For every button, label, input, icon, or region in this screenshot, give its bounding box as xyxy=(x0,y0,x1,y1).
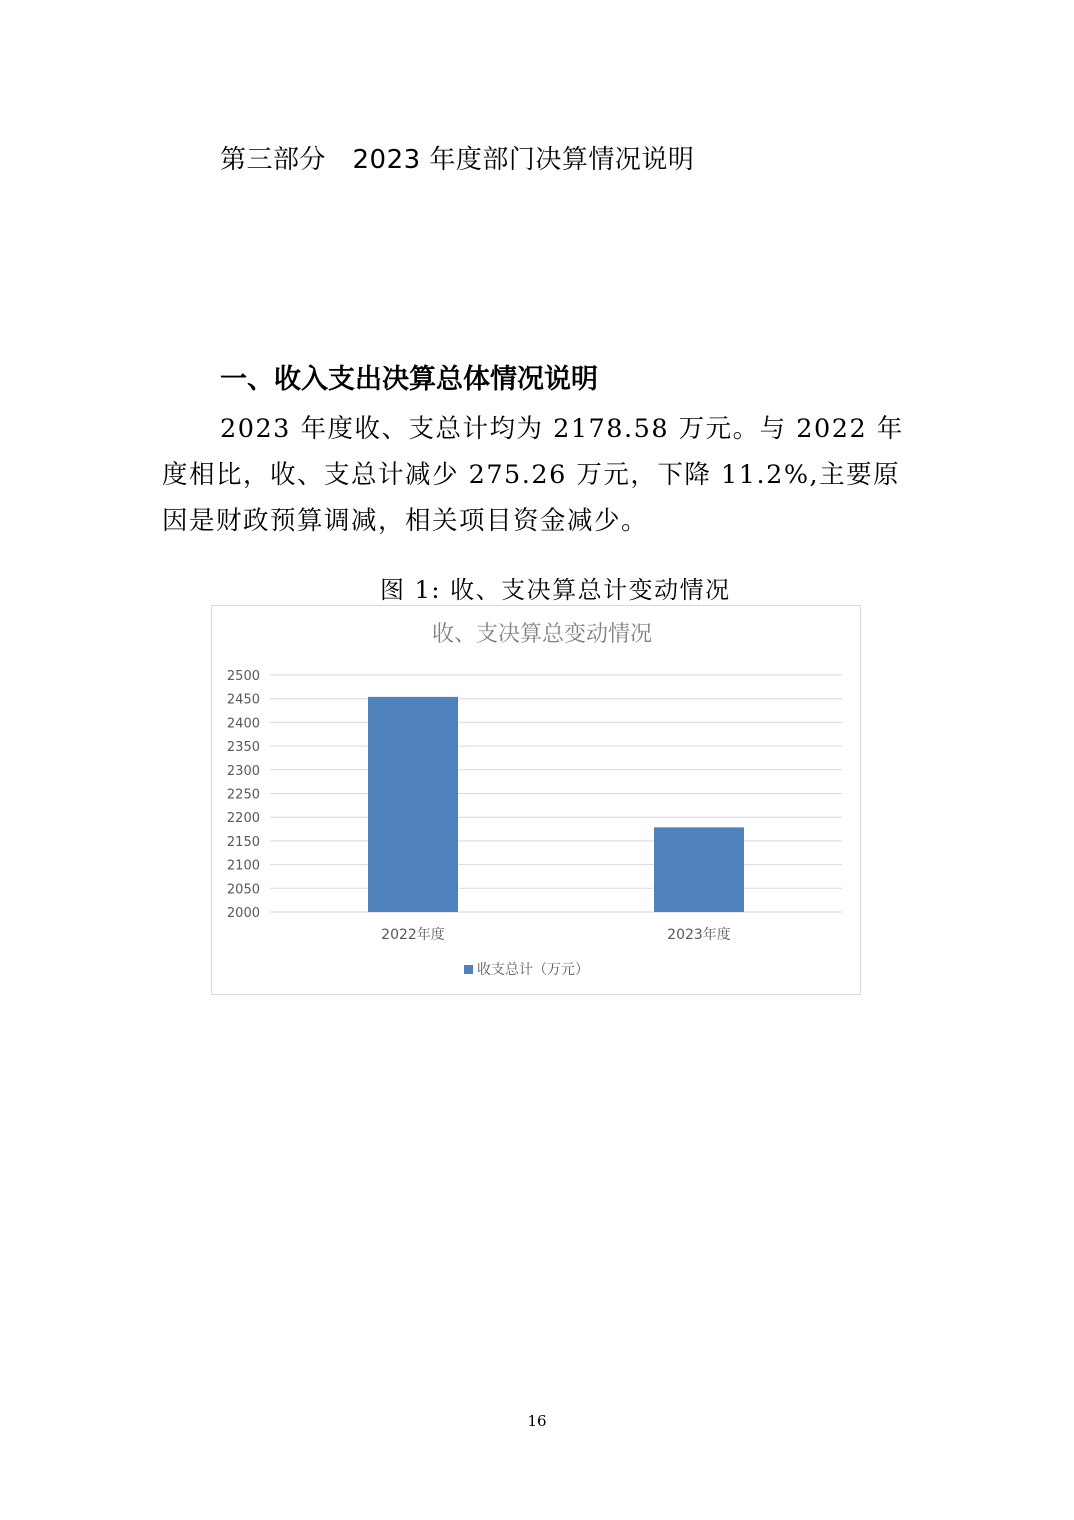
y-tick-label: 2500 xyxy=(226,669,260,684)
legend-label: 收支总计（万元） xyxy=(477,962,589,978)
y-tick-label: 2000 xyxy=(226,906,260,921)
bars xyxy=(368,697,744,912)
x-tick-label: 2022年度 xyxy=(381,927,445,943)
x-axis-ticks xyxy=(381,926,731,943)
y-tick-label: 2400 xyxy=(226,716,260,732)
bar xyxy=(368,697,458,912)
y-tick-label: 2150 xyxy=(226,834,260,850)
body-paragraph: 2023 年度收、支总计均为 2178.58 万元。与 2022 年度相比，收、支总计减少 275.26 万元，下降 11.2%,主要原因是财政预算调减，相关项目资金减少。 xyxy=(162,414,904,536)
legend-swatch xyxy=(464,965,473,974)
figure-caption: 图 1: 收、支决算总计变动情况 xyxy=(380,576,731,604)
chart-svg xyxy=(212,606,860,994)
legend xyxy=(464,961,589,978)
part-title: 第三部分 2023 年度部门决算情况说明 xyxy=(220,145,695,175)
bar-chart xyxy=(211,605,861,995)
bar xyxy=(654,827,744,912)
chart-title: 收、支决算总变动情况 xyxy=(431,622,653,647)
y-tick-label: 2350 xyxy=(226,740,260,756)
y-tick-label: 2050 xyxy=(226,882,260,898)
gridlines xyxy=(270,675,842,912)
y-tick-label: 2100 xyxy=(226,858,260,874)
y-tick-label: 2200 xyxy=(226,811,260,827)
y-tick-label: 2300 xyxy=(226,763,260,779)
section-heading: 一、收入支出决算总体情况说明 xyxy=(220,364,598,395)
y-axis-ticks xyxy=(227,669,260,921)
y-tick-label: 2450 xyxy=(226,692,260,708)
x-tick-label: 2023年度 xyxy=(667,927,731,943)
page-number: 16 xyxy=(527,1412,547,1430)
y-tick-label: 2250 xyxy=(226,787,260,803)
